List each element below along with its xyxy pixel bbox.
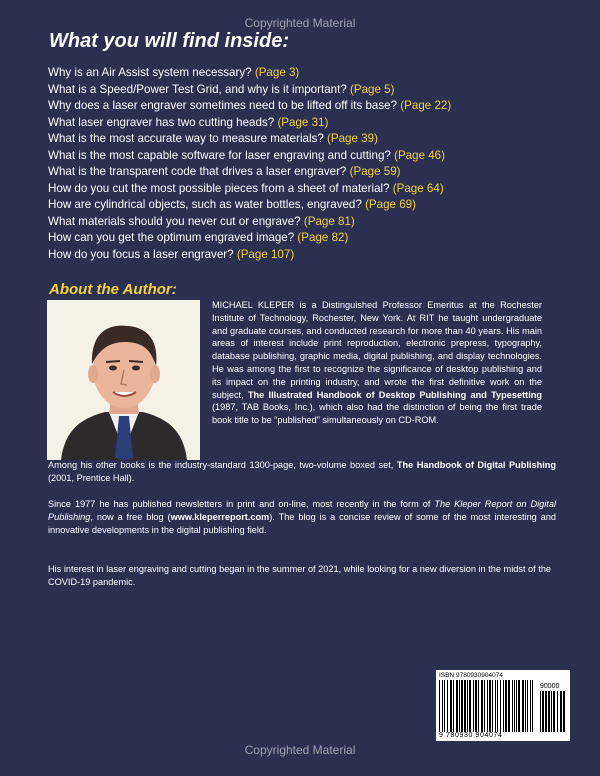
page-ref: (Page 46): [394, 148, 445, 162]
page-ref: (Page 3): [254, 66, 300, 79]
list-item: [48, 164, 588, 181]
list-item: [48, 230, 588, 247]
bio-paragraph-1: MICHAEL KLEPER is a Distinguished Professor Emeritus at the Rochester Institute of Technology, Rochester, New York. At RIT he taught undergraduate and graduate courses, and conducted research for more than 40 years. His main areas of interest include print reproduction, electronic prepress, typography, database publishing, graphic media, digital publishing, and display technologies. He was among the first to recognize the significance of desktop publishing and its impact on the printing industry, and wrote the first definitive work on the subject, The Illustrated Handbook of Desktop Publishing and Typesetting (1987, TAB Books, Inc.), which also had the distinction of being the first trade book title to be “published” simultaneously on CD-ROM.: [212, 300, 543, 426]
question-text: How are cylindrical objects, such as water bottles, engraved?: [48, 198, 366, 211]
page-ref: (Page 64): [392, 181, 444, 195]
question-text: How do you focus a laser engraver?: [48, 247, 237, 261]
watermark-bottom: Copyrighted Material: [244, 743, 356, 757]
question-text: How do you cut the most possible pieces from a sheet of material?: [48, 181, 393, 195]
question-text: Why does a laser engraver sometimes need to be lifted off its base?: [48, 99, 401, 112]
question-text: What is the transparent code that drives a laser engraver?: [48, 165, 350, 178]
bio-paragraph-2: Among his other books is the industry-standard 1300-page, two-volume boxed set, The Handbook of Digital Publishing (2001, Prentice Hall).: [48, 460, 556, 483]
book-title: The Illustrated Handbook of Desktop Publishing and Typesetting: [247, 389, 543, 400]
page-ref: (Page 82): [297, 231, 349, 244]
watermark-top: Copyrighted Material: [244, 16, 356, 30]
author-portrait: [47, 300, 200, 460]
question-text: What is the most capable software for laser engraving and cutting?: [48, 148, 395, 162]
question-text: Why is an Air Assist system necessary?: [48, 66, 255, 79]
question-text: What is a Speed/Power Test Grid, and why is it important?: [48, 82, 351, 96]
page-ref: (Page 31): [277, 115, 329, 129]
question-list: [48, 65, 588, 263]
newsletter-title: The Kleper Report on Digital Publishing: [48, 499, 556, 522]
question-text: What is the most accurate way to measure materials?: [48, 132, 328, 145]
contents-heading: What you will find inside:: [49, 30, 289, 52]
list-item: [48, 98, 588, 115]
page-ref: (Page 69): [365, 198, 416, 211]
price-code: 90000: [540, 683, 560, 690]
bio-paragraph-3: Since 1977 he has published newsletters in print and on-line, most recently in the form of The Kleper Report on Digital Publishing, now a free blog (www.kleperreport.com). The blog is a concise review of some of the most interesting and innovative developments in the digital publishing field.: [48, 499, 556, 535]
list-item: [48, 148, 588, 165]
barcode-number: 9 780930 904074: [439, 732, 503, 739]
list-item: [48, 65, 588, 82]
isbn-barcode: [436, 670, 570, 741]
list-item: [48, 82, 588, 99]
barcode-bars: [439, 680, 535, 732]
list-item: [48, 197, 588, 214]
question-text: What laser engraver has two cutting heads?: [48, 115, 278, 129]
page-ref: (Page 81): [303, 214, 355, 228]
isbn-label: ISBN 9780930904074: [439, 672, 503, 679]
book-title: The Handbook of Digital Publishing: [396, 460, 556, 470]
list-item: [48, 247, 588, 264]
list-item: [48, 181, 588, 198]
list-item: [48, 131, 588, 148]
list-item: [48, 214, 588, 231]
blog-url: www.kleperreport.com: [170, 511, 270, 522]
price-barcode-bars: [540, 691, 567, 732]
bio-paragraph-4: His interest in laser engraving and cutting began in the summer of 2021, while looking for a new diversion in the midst of the COVID-19 pandemic.: [48, 564, 552, 587]
page-ref: (Page 59): [349, 165, 401, 178]
page-ref: (Page 5): [350, 82, 395, 96]
author-heading: About the Author:: [49, 281, 177, 298]
page-ref: (Page 107): [236, 247, 295, 261]
question-text: What materials should you never cut or engrave?: [48, 214, 304, 228]
page-ref: (Page 22): [400, 99, 452, 112]
page-ref: (Page 39): [327, 132, 378, 145]
list-item: [48, 115, 588, 132]
question-text: How can you get the optimum engraved image?: [48, 231, 298, 244]
